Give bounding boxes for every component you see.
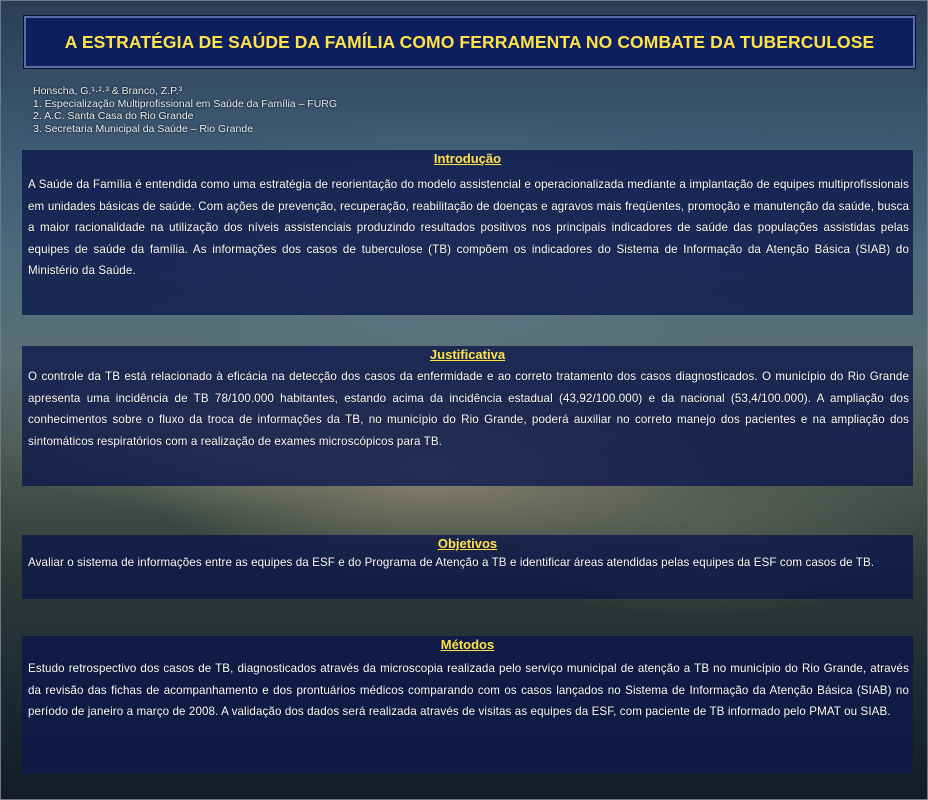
section-text-introducao: A Saúde da Família é entendida como uma estratégia de reorientação do modelo assistencial e operacionalizada mediante a implantação de equipes multiprofissionais em unidades básicas de saúde. Com ações de prevenção, recuperação, reabilitação de doenças e agravos mais freqüentes, promoção e manutenção da saúde, busca a maior racionalidade na utilização dos níveis assistenciais produzindo resultados positivos nos principais indicadores de saúde das populações assistidas pelas equipes de saúde da família. As informações dos casos de tuberculose (TB) compõem os indicadores do Sistema de Informação da Atenção Básica (SIAB) do Ministério da Saúde. <box>28 178 909 277</box>
section-text-justificativa: O controle da TB está relacionado à eficácia na detecção dos casos da enfermidade e ao correto tratamento dos casos diagnosticados. O município do Rio Grande apresenta uma incidência de TB 78/100.000 habitantes, estando acima da incidência estadual (43,92/100.000) e da nacional (53,4/100.000). A ampliação dos conhecimentos sobre o fluxo da troca de informações da TB, no município do Rio Grande, poderá auxiliar no correto manejo dos pacientes e na ampliação dos sintomáticos respiratórios com a realização de exames microscópicos para TB. <box>28 370 909 448</box>
poster-title: A ESTRATÉGIA DE SAÚDE DA FAMÍLIA COMO FERRAMENTA NO COMBATE DA TUBERCULOSE <box>64 32 875 52</box>
section-heading-justificativa: Justificativa <box>429 347 506 362</box>
section-text-objetivos: Avaliar o sistema de informações entre as equipes da ESF e do Programa de Atenção a TB e identificar áreas atendidas pelas equipes da ESF com casos de TB. <box>28 556 875 569</box>
affiliation-1: 1. Especialização Multiprofissional em Saúde da Família – FURG <box>33 97 338 110</box>
section-heading-introducao: Introdução <box>433 151 502 166</box>
poster-title-box <box>24 16 915 68</box>
authors-block <box>33 85 337 135</box>
section-metodos <box>22 636 913 774</box>
section-heading-objetivos: Objetivos <box>437 536 498 551</box>
section-heading-metodos: Métodos <box>440 637 495 652</box>
section-text-metodos: Estudo retrospectivo dos casos de TB, diagnosticados através da microscopia realizada pelo serviço municipal de atenção a TB no município do Rio Grande, através da revisão das fichas de acompanhamento e dos prontuários médicos comparando com os casos lançados no Sistema de Informação da Atenção Básica (SIAB) no período de janeiro a março de 2008. A validação dos dados será realizada através de visitas as equipes da ESF, com paciente de TB informado pelo PMAT ou SIAB. <box>28 662 909 718</box>
affiliation-2: 2. A.C. Santa Casa do Rio Grande <box>33 110 194 122</box>
section-justificativa <box>22 346 913 486</box>
author-names: Honscha, G.¹·²·³ & Branco, Z.P.³ <box>33 85 183 97</box>
affiliation-3: 3. Secretaria Municipal da Saúde – Rio Grande <box>33 122 254 135</box>
section-objetivos <box>22 535 913 599</box>
section-introducao <box>22 150 913 315</box>
